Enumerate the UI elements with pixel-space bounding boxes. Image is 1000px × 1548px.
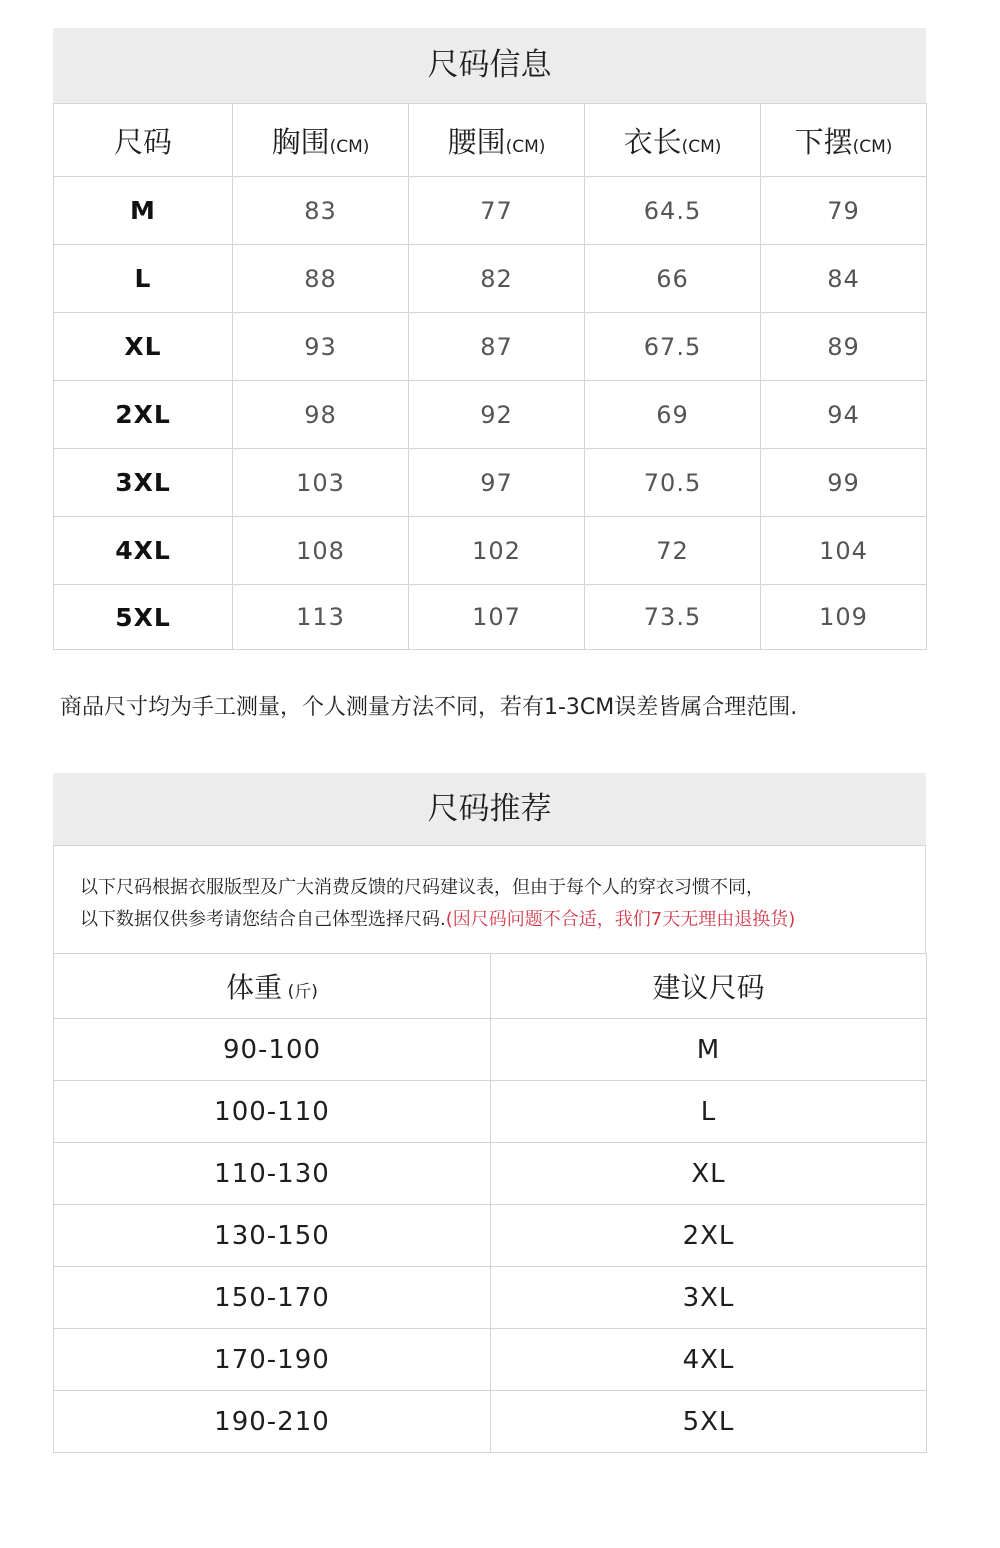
waist-cell: 92 — [409, 381, 585, 449]
waist-cell: 87 — [409, 313, 585, 381]
table-row — [54, 177, 927, 245]
table-row — [54, 313, 927, 381]
weight-cell: 130-150 — [54, 1205, 491, 1267]
measurement-note: 商品尺寸均为手工测量，个人测量方法不同，若有1-3CM误差皆属合理范围. — [60, 695, 798, 720]
suggested-size-cell: 2XL — [491, 1205, 927, 1267]
header-length: 衣长(CM) — [585, 104, 761, 177]
size-info-title: 尺码信息 — [53, 28, 926, 103]
size-cell: 5XL — [54, 585, 233, 650]
suggested-size-cell: 5XL — [491, 1391, 927, 1453]
header-waist: 腰围(CM) — [409, 104, 585, 177]
description-text: 以下数据仅供参考请您结合自己体型选择尺码. — [80, 909, 446, 930]
size-info-panel — [53, 28, 926, 650]
header-size: 尺码 — [54, 104, 233, 177]
length-cell: 67.5 — [585, 313, 761, 381]
chest-cell: 88 — [233, 245, 409, 313]
chest-cell: 108 — [233, 517, 409, 585]
table-row — [54, 1329, 927, 1391]
weight-cell: 90-100 — [54, 1019, 491, 1081]
hem-cell: 99 — [761, 449, 927, 517]
table-row — [54, 585, 927, 650]
table-row — [54, 1391, 927, 1453]
length-cell: 72 — [585, 517, 761, 585]
hem-cell: 84 — [761, 245, 927, 313]
size-cell: 3XL — [54, 449, 233, 517]
return-policy-text: (因尺码问题不合适，我们7天无理由退换货) — [445, 909, 796, 930]
hem-cell: 109 — [761, 585, 927, 650]
description-line-1: 以下尺码根据衣服版型及广大消费反馈的尺码建议表，但由于每个人的穿衣习惯不同， — [80, 877, 764, 898]
waist-cell: 97 — [409, 449, 585, 517]
table-row — [54, 1081, 927, 1143]
weight-cell: 190-210 — [54, 1391, 491, 1453]
waist-cell: 107 — [409, 585, 585, 650]
suggested-size-cell: 4XL — [491, 1329, 927, 1391]
waist-cell: 102 — [409, 517, 585, 585]
length-cell: 69 — [585, 381, 761, 449]
suggested-size-cell: 3XL — [491, 1267, 927, 1329]
size-cell: M — [54, 177, 233, 245]
suggested-size-cell: XL — [491, 1143, 927, 1205]
table-row — [54, 1267, 927, 1329]
description-line-2 — [80, 904, 925, 936]
size-reco-title: 尺码推荐 — [53, 773, 926, 845]
weight-cell: 110-130 — [54, 1143, 491, 1205]
waist-cell: 82 — [409, 245, 585, 313]
table-row — [54, 1019, 927, 1081]
header-weight: 体重 (斤) — [54, 954, 491, 1019]
size-info-table — [53, 103, 927, 650]
weight-cell: 100-110 — [54, 1081, 491, 1143]
length-cell: 64.5 — [585, 177, 761, 245]
weight-cell: 170-190 — [54, 1329, 491, 1391]
length-cell: 66 — [585, 245, 761, 313]
header-suggested-size: 建议尺码 — [491, 954, 927, 1019]
table-row — [54, 449, 927, 517]
size-reco-header-row — [54, 954, 927, 1019]
size-cell: L — [54, 245, 233, 313]
chest-cell: 83 — [233, 177, 409, 245]
waist-cell: 77 — [409, 177, 585, 245]
weight-cell: 150-170 — [54, 1267, 491, 1329]
hem-cell: 79 — [761, 177, 927, 245]
size-cell: 2XL — [54, 381, 233, 449]
table-row — [54, 245, 927, 313]
suggested-size-cell: M — [491, 1019, 927, 1081]
chest-cell: 93 — [233, 313, 409, 381]
chest-cell: 113 — [233, 585, 409, 650]
table-row — [54, 1205, 927, 1267]
chest-cell: 103 — [233, 449, 409, 517]
size-cell: 4XL — [54, 517, 233, 585]
length-cell: 70.5 — [585, 449, 761, 517]
size-reco-description — [53, 845, 926, 953]
table-row — [54, 381, 927, 449]
size-info-header-row — [54, 104, 927, 177]
header-hem: 下摆(CM) — [761, 104, 927, 177]
header-chest: 胸围(CM) — [233, 104, 409, 177]
hem-cell: 89 — [761, 313, 927, 381]
length-cell: 73.5 — [585, 585, 761, 650]
table-row — [54, 1143, 927, 1205]
chest-cell: 98 — [233, 381, 409, 449]
hem-cell: 104 — [761, 517, 927, 585]
table-row — [54, 517, 927, 585]
hem-cell: 94 — [761, 381, 927, 449]
size-reco-table — [53, 953, 927, 1453]
size-cell: XL — [54, 313, 233, 381]
suggested-size-cell: L — [491, 1081, 927, 1143]
size-reco-panel — [53, 773, 926, 1453]
